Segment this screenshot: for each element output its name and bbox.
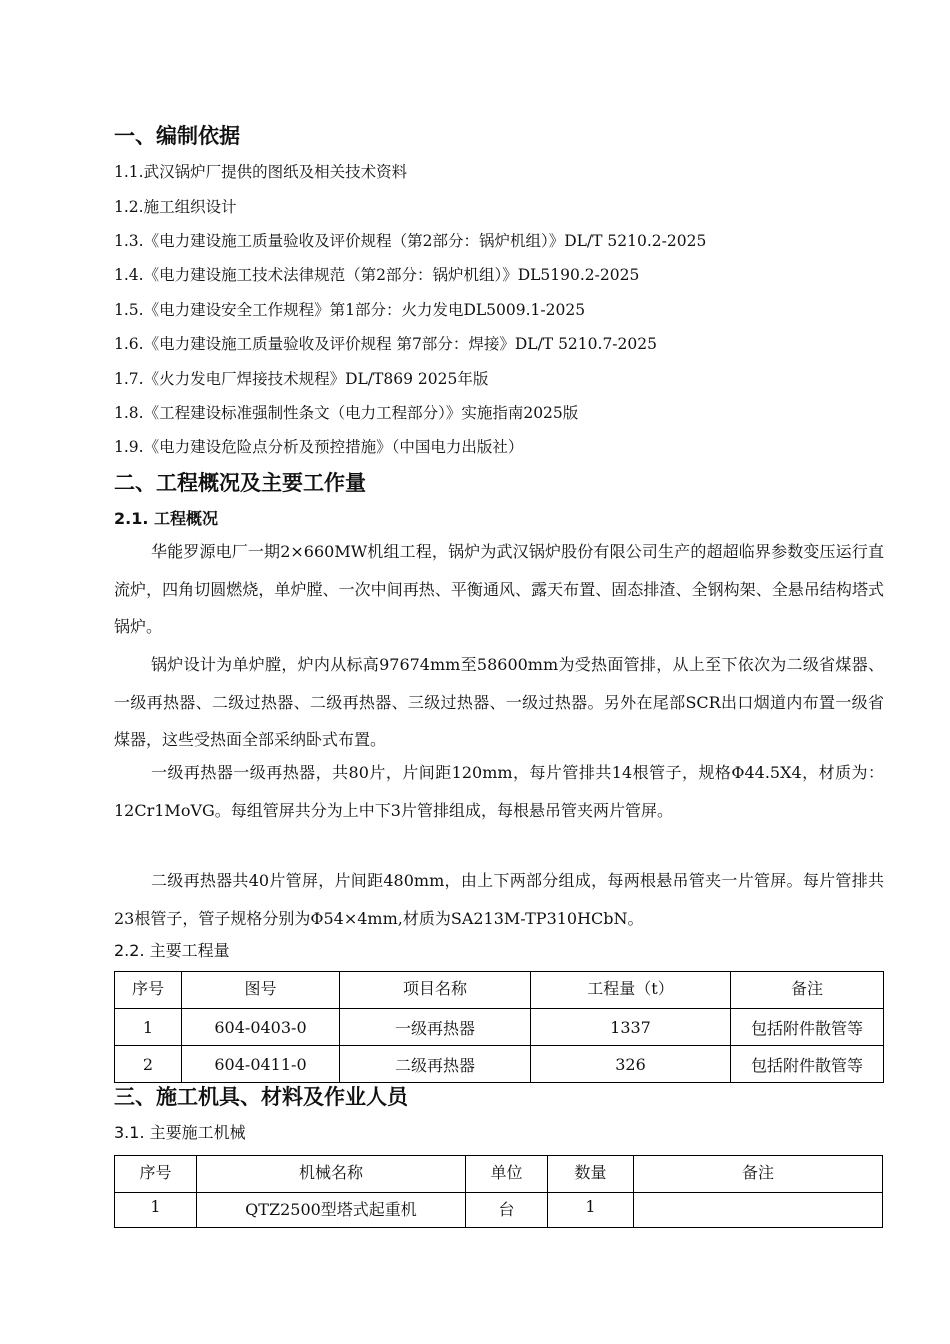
reference-item: 1.7.《火力发电厂焊接技术规程》DL/T869 2025年版: [114, 370, 489, 388]
section-2-title: 二、工程概况及主要工作量: [114, 471, 366, 495]
reference-item: 1.9.《电力建设危险点分析及预控措施》（中国电力出版社）: [114, 438, 524, 456]
header-cell: 图号: [182, 972, 340, 1009]
overview-paragraph: 二级再热器共40片管屏，片间距480mm，由上下两部分组成，每两根悬吊管夹一片管屏。每片管排共23根管子，管子规格分别为Φ54×4mm,材质为SA213M-TP310HCbN。: [114, 871, 884, 928]
table-cell: 包括附件散管等: [731, 1009, 884, 1046]
table-header-row: [115, 972, 884, 1009]
subsection-3-1-title: 3.1. 主要施工机械: [114, 1123, 246, 1142]
reference-item: 1.6.《电力建设施工质量验收及评价规程 第7部分：焊接》DL/T 5210.7-2025: [114, 335, 657, 353]
table-cell: QTZ2500型塔式起重机: [197, 1193, 466, 1228]
table-row: [115, 1046, 884, 1083]
table-cell: 二级再热器: [340, 1046, 531, 1083]
header-cell: 机械名称: [197, 1156, 466, 1193]
reference-item: 1.3.《电力建设施工质量验收及评价规程（第2部分：锅炉机组）》DL/T 5210.2-2025: [114, 232, 707, 250]
header-cell: 项目名称: [340, 972, 531, 1009]
quantity-table: [114, 971, 884, 1083]
header-cell: 数量: [548, 1156, 634, 1193]
reference-item: 1.5.《电力建设安全工作规程》第1部分：火力发电DL5009.1-2025: [114, 301, 586, 319]
section-3-title: 三、施工机具、材料及作业人员: [114, 1085, 408, 1109]
table-cell: 1: [115, 1193, 197, 1228]
table-cell: [634, 1193, 883, 1228]
table-cell: 604-0403-0: [182, 1009, 340, 1046]
table-cell: 一级再热器: [340, 1009, 531, 1046]
table-cell: 1337: [531, 1009, 731, 1046]
overview-paragraph: 一级再热器一级再热器，共80片，片间距120mm，每片管排共14根管子，规格Φ44.5X4，材质为：12Cr1MoVG。每组管屏共分为上中下3片管排组成，每根悬吊管夹两片管屏。: [114, 763, 884, 820]
header-cell: 备注: [731, 972, 884, 1009]
table-row: [115, 1009, 884, 1046]
subsection-2-2-title: 2.2. 主要工程量: [114, 941, 230, 960]
header-cell: 序号: [115, 972, 182, 1009]
table-cell: 1: [548, 1193, 634, 1228]
table-cell: 包括附件散管等: [731, 1046, 884, 1083]
reference-item: 1.4.《电力建设施工技术法律规范（第2部分：锅炉机组）》DL5190.2-2025: [114, 266, 640, 284]
table-cell: 1: [115, 1009, 182, 1046]
table-cell: 2: [115, 1046, 182, 1083]
reference-item: 1.1.武汉锅炉厂提供的图纸及相关技术资料: [114, 163, 408, 181]
reference-item: 1.8.《工程建设标准强制性条文（电力工程部分）》实施指南2025版: [114, 404, 579, 422]
header-cell: 工程量（t）: [531, 972, 731, 1009]
section-1-title: 一、编制依据: [114, 124, 240, 148]
table-cell: 326: [531, 1046, 731, 1083]
table-row: [115, 1193, 883, 1228]
header-cell: 序号: [115, 1156, 197, 1193]
header-cell: 备注: [634, 1156, 883, 1193]
header-cell: 单位: [466, 1156, 548, 1193]
subsection-2-1-title: 2.1. 工程概况: [114, 509, 218, 528]
table-cell: 604-0411-0: [182, 1046, 340, 1083]
machinery-table: [114, 1155, 883, 1228]
table-cell: 台: [466, 1193, 548, 1228]
overview-paragraph: 锅炉设计为单炉膛，炉内从标高97674mm至58600mm为受热面管排，从上至下依次为二级省煤器、一级再热器、二级过热器、二级再热器、三级过热器、一级过热器。另外在尾部SCR出口烟道内布置一级省煤器，这些受热面全部采纳卧式布置。: [114, 655, 884, 749]
table-header-row: [115, 1156, 883, 1193]
overview-paragraph: 华能罗源电厂一期2×660MW机组工程，锅炉为武汉锅炉股份有限公司生产的超超临界参数变压运行直流炉，四角切圆燃烧，单炉膛、一次中间再热、平衡通风、露天布置、固态排渣、全钢构架、全悬吊结构塔式锅炉。: [114, 542, 884, 636]
reference-item: 1.2.施工组织设计: [114, 198, 237, 216]
